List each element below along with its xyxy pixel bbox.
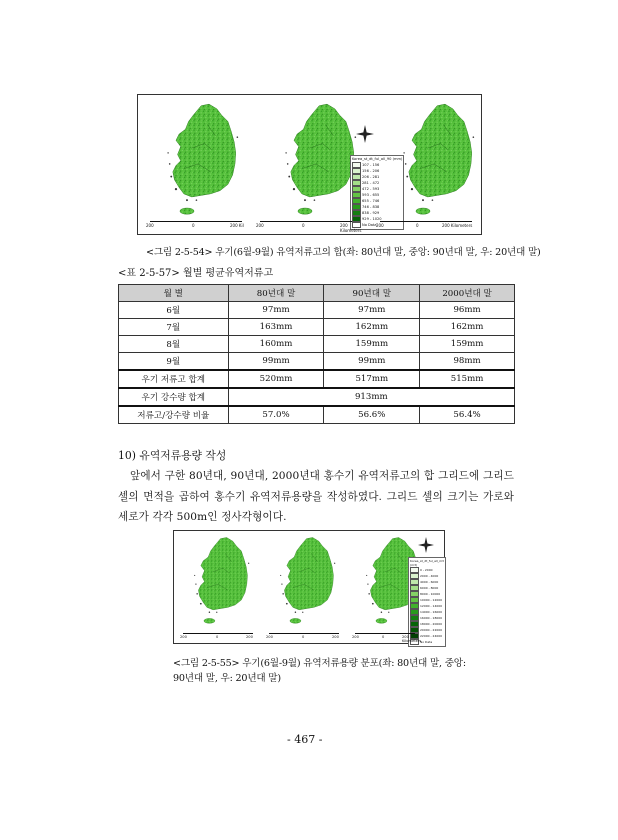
figure-caption-2-line1: <그림 2-5-55> 우기(6월-9월) 유역저류용량 분포(좌: 80년대 말, 중앙:: [173, 658, 466, 669]
table-row: [119, 319, 515, 336]
scale-label-left: 200: [146, 223, 154, 228]
north-arrow-icon: [356, 125, 374, 143]
scale-label-mid: 0: [192, 223, 195, 228]
table-header-row: [119, 285, 515, 302]
table-cell: 162mm: [420, 319, 515, 336]
scale-bar: [376, 221, 476, 228]
scale-label-right: 200 Kilometers: [340, 223, 362, 233]
table-cell: 저류고/강수량 비율: [119, 406, 229, 424]
legend-label: 8000 - 10000: [420, 592, 441, 596]
map-90s: [264, 535, 344, 627]
legend-label: 593 - 655: [362, 192, 380, 197]
figure-caption-1: <그림 2-5-54> 우기(6월-9월) 유역저류고의 합(좌: 80년대 말, 중앙: 90년대 말, 우: 20년대 말): [146, 247, 541, 258]
scale-label-left: 200: [376, 223, 384, 228]
rain-row: [119, 388, 515, 406]
scale-label-mid: 0: [416, 223, 419, 228]
table-title: <표 2-5-57> 월별 평균유역저류고: [118, 268, 274, 279]
legend-label: 16000 - 18000: [420, 616, 443, 620]
table-cell: 515mm: [420, 370, 515, 388]
map-80s: [142, 101, 254, 219]
legend-label: 206 - 281: [362, 174, 380, 179]
monthly-storage-table: [118, 284, 515, 424]
legend-label: 2000 - 4000: [420, 574, 439, 578]
table-cell: 57.0%: [228, 406, 324, 424]
map-80s: [178, 535, 258, 627]
table-cell: 97mm: [324, 302, 420, 319]
header-cell: 2000년대 말: [420, 285, 515, 302]
figure-storage-sum: [137, 94, 482, 235]
legend-label: 281 - 472: [362, 180, 380, 185]
legend-label: 655 - 746: [362, 198, 380, 203]
legend-label: 14000 - 16000: [420, 610, 443, 614]
scale-label-right: 200: [332, 635, 339, 639]
scale-label-left: 200: [256, 223, 264, 228]
north-arrow-icon: [418, 537, 434, 553]
table-row: [119, 353, 515, 371]
table-row: [119, 336, 515, 353]
legend-label: 838 - 929: [362, 210, 380, 215]
legend-label: 929 - 1020: [362, 216, 382, 221]
table-cell: 56.6%: [324, 406, 420, 424]
scale-label-right: 200: [246, 635, 253, 639]
legend-label: No Data: [362, 222, 377, 227]
table-cell: 우기 저류고 합계: [119, 370, 229, 388]
table-row: [119, 302, 515, 319]
scale-label-right: 200 Kilometers: [442, 223, 473, 228]
scale-label-right: 200 Kil: [230, 223, 244, 228]
table-cell: 56.4%: [420, 406, 515, 424]
table-cell: 160mm: [228, 336, 324, 353]
legend-label: 472 - 593: [362, 186, 380, 191]
table-cell: 7월: [119, 319, 229, 336]
scale-bar: [256, 221, 362, 233]
section-heading: 10) 유역저류용량 작성: [118, 449, 227, 462]
scale-label-left: 200: [180, 635, 187, 639]
legend-label: 20000 - 22000: [420, 628, 443, 632]
legend-label: 4000 - 6000: [420, 580, 439, 584]
legend-label: 12000 - 14000: [420, 604, 443, 608]
scale-label-left: 200: [352, 635, 359, 639]
scale-label-left: 200: [266, 635, 273, 639]
table-cell: 99mm: [324, 353, 420, 371]
legend: [350, 155, 404, 230]
section-body: 앞에서 구한 80년대, 90년대, 2000년대 홍수기 유역저류고의 합 그리드에 그리드 셀의 면적을 곱하여 홍수기 유역저류용량을 작성하였다. 그리드 셀의 크기는 가로와 세로가 각각 500m인 정사각형이다.: [118, 470, 514, 523]
table-cell: 8월: [119, 336, 229, 353]
table-cell: 98mm: [420, 353, 515, 371]
scale-bar: [146, 221, 246, 228]
table-cell: 163mm: [228, 319, 324, 336]
legend-label: 18000 - 20000: [420, 622, 443, 626]
legend-title: Korea_st_dt_ful_all_90 (mm): [352, 157, 403, 161]
table-cell: 159mm: [324, 336, 420, 353]
table-cell: 517mm: [324, 370, 420, 388]
table-cell: 159mm: [420, 336, 515, 353]
scale-bar: [352, 633, 428, 643]
scale-label-mid: 0: [302, 635, 305, 639]
figure-storage-capacity: [173, 530, 445, 644]
ratio-row: [119, 406, 515, 424]
legend-label: 6000 - 8000: [420, 586, 439, 590]
legend-title: Korea_st_dt_ful_all_m3 (m3): [410, 559, 444, 567]
header-cell: 월 별: [119, 285, 229, 302]
legend-label: 10000 - 12000: [420, 598, 443, 602]
page-number: - 467 -: [287, 733, 323, 746]
legend-label: No Data: [420, 640, 433, 644]
sum-row: [119, 370, 515, 388]
table-cell: 913mm: [228, 388, 514, 406]
legend-label: 22000 - 24000: [420, 634, 443, 638]
scale-label-mid: 0: [302, 223, 305, 228]
table-cell: 99mm: [228, 353, 324, 371]
table-cell: 6월: [119, 302, 229, 319]
scale-label-right: 200 Kilometers: [402, 635, 422, 643]
table-cell: 162mm: [324, 319, 420, 336]
legend-label: 0 - 2000: [420, 568, 433, 572]
scale-label-mid: 0: [382, 635, 385, 639]
table-cell: 9월: [119, 353, 229, 371]
table-cell: 96mm: [420, 302, 515, 319]
header-cell: 90년대 말: [324, 285, 420, 302]
table-cell: 520mm: [228, 370, 324, 388]
scale-bar: [266, 633, 342, 639]
table-cell: 우기 강수량 합계: [119, 388, 229, 406]
scale-bar: [180, 633, 256, 639]
legend-label: 107 - 156: [362, 162, 380, 167]
header-cell: 80년대 말: [228, 285, 324, 302]
table-cell: 97mm: [228, 302, 324, 319]
figure-caption-2-line2: 90년대 말, 우: 20년대 말): [173, 673, 281, 684]
legend-label: 746 - 838: [362, 204, 380, 209]
legend-label: 156 - 206: [362, 168, 380, 173]
scale-label-mid: 0: [216, 635, 219, 639]
